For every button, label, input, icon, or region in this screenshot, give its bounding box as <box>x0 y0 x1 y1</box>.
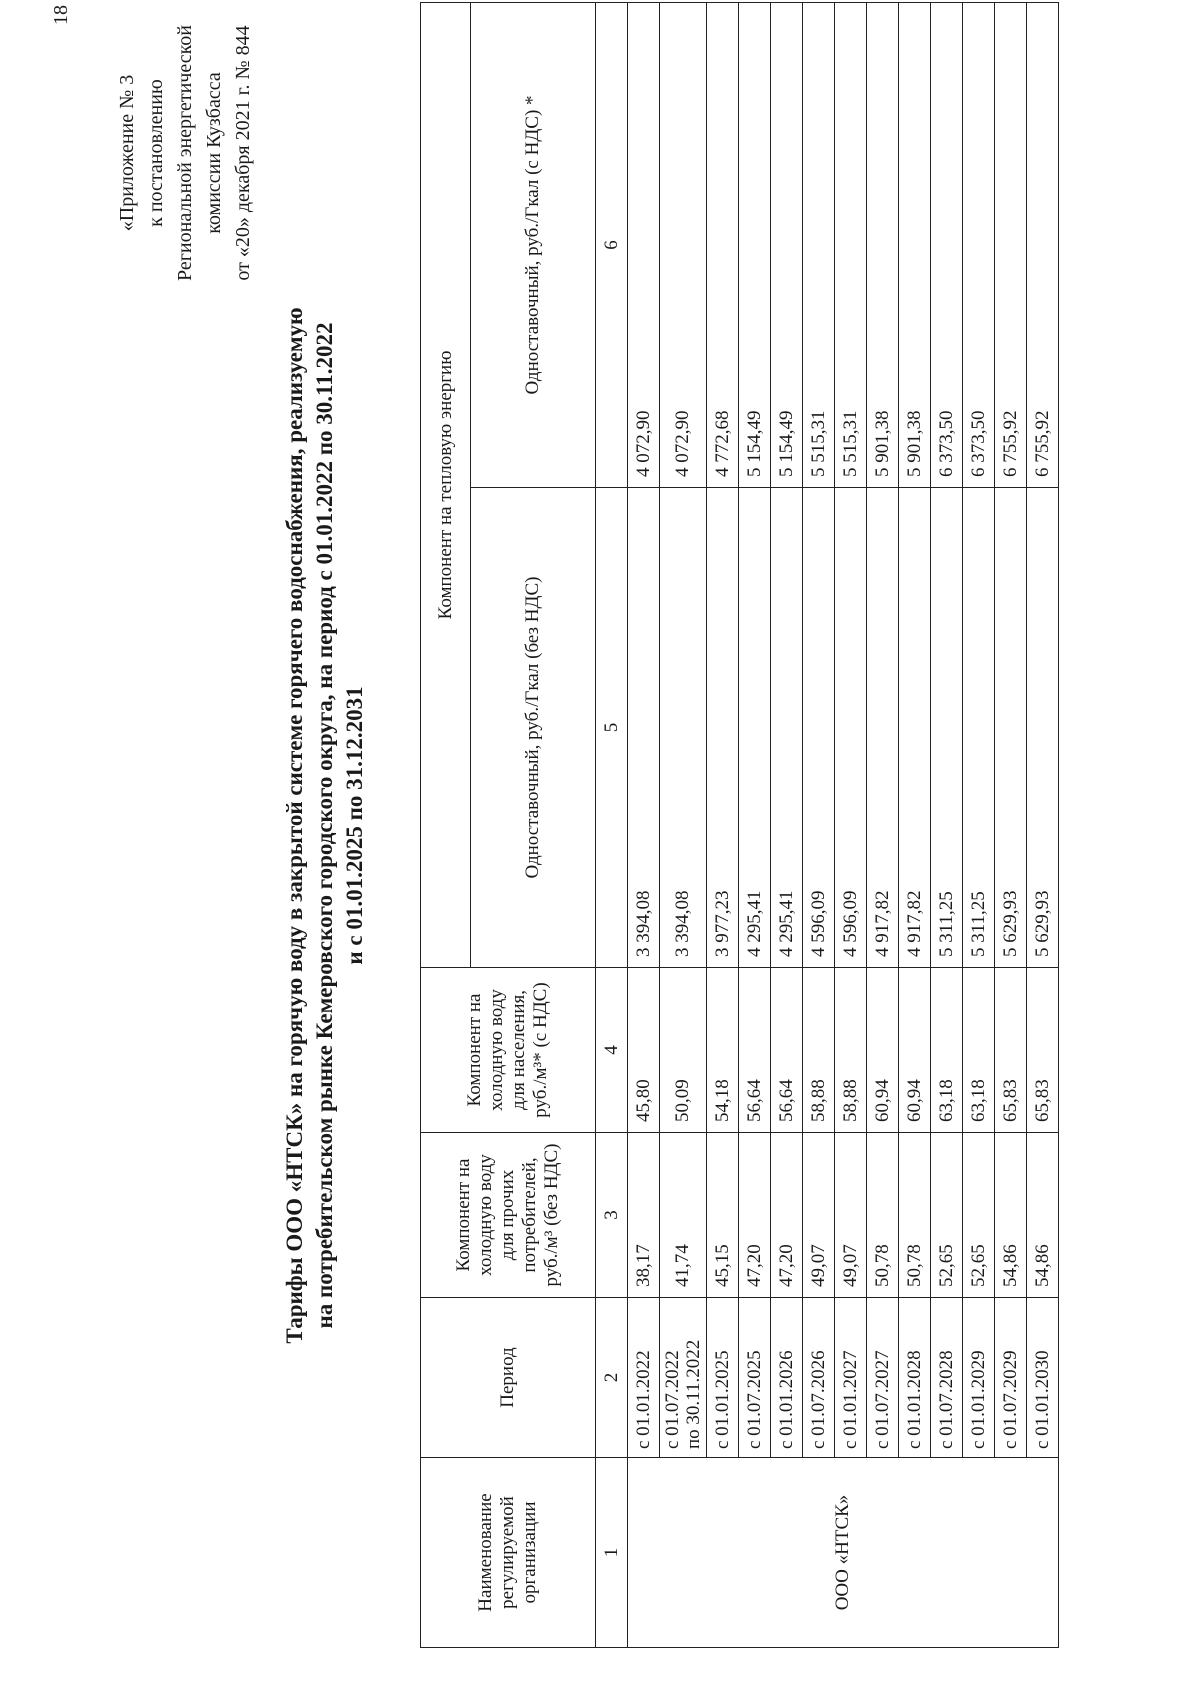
period-cell <box>867 1298 899 1458</box>
cold-water-population-value: 58,88 <box>835 968 867 1133</box>
column-number: 2 <box>596 1298 628 1458</box>
heat-with-vat-value: 4 072,90 <box>628 2 660 487</box>
table-row <box>963 2 995 1647</box>
appendix-line: Региональной энергетической <box>174 24 196 282</box>
cold-water-other-value: 50,78 <box>867 1133 899 1298</box>
header-period: Период <box>421 1298 596 1458</box>
heat-no-vat-value: 5 311,25 <box>931 488 963 968</box>
cold-water-population-value: 54,18 <box>707 968 739 1133</box>
cold-water-other-value: 38,17 <box>628 1133 660 1298</box>
heat-with-vat-value: 5 901,38 <box>899 2 931 487</box>
header-heat-component: Компонент на тепловую энергию <box>421 2 471 967</box>
heat-with-vat-value: 5 515,31 <box>835 2 867 487</box>
period-line: по 30.11.2022 <box>683 1339 704 1449</box>
cold-water-other-value: 54,86 <box>1027 1133 1059 1298</box>
period-line: с 01.01.2025 <box>711 1350 733 1449</box>
title-line: на потребительском рынке Кемеровского городского округа, на период с 01.01.2022 по 30.11.2022 <box>312 322 337 1329</box>
cold-water-population-value: 65,83 <box>995 968 1027 1133</box>
period-cell <box>899 1298 931 1458</box>
period-line: с 01.07.2027 <box>871 1350 893 1449</box>
table-row <box>995 2 1027 1647</box>
heat-with-vat-value: 4 772,68 <box>707 2 739 487</box>
heat-with-vat-value: 4 072,90 <box>660 2 707 487</box>
heat-with-vat-value: 5 901,38 <box>867 2 899 487</box>
cold-water-other-value: 50,78 <box>899 1133 931 1298</box>
heat-with-vat-value: 6 755,92 <box>995 2 1027 487</box>
heat-with-vat-value: 6 373,50 <box>931 2 963 487</box>
appendix-line: от «20» декабря 2021 г. № 844 <box>232 25 254 281</box>
period-line: с 01.07.2022 <box>662 1350 683 1449</box>
period-cell <box>739 1298 771 1458</box>
period-cell <box>771 1298 803 1458</box>
table-row <box>899 2 931 1647</box>
period-line: с 01.01.2026 <box>775 1350 797 1449</box>
heat-no-vat-value: 4 917,82 <box>867 488 899 968</box>
period-cell <box>1027 1298 1059 1458</box>
cold-water-other-value: 54,86 <box>995 1133 1027 1298</box>
heat-with-vat-value: 5 515,31 <box>803 2 835 487</box>
table-row <box>739 2 771 1647</box>
cold-water-other-value: 47,20 <box>739 1133 771 1298</box>
heat-no-vat-value: 5 311,25 <box>963 488 995 968</box>
heat-no-vat-value: 5 629,93 <box>1027 488 1059 968</box>
column-number: 6 <box>596 2 628 487</box>
period-cell <box>835 1298 867 1458</box>
cold-water-other-value: 41,74 <box>660 1133 707 1298</box>
heat-no-vat-value: 4 295,41 <box>739 488 771 968</box>
title-line: Тарифы ООО «НТСК» на горячую воду в закрытой системе горячего водоснабжения, реализуемую <box>282 307 307 1344</box>
period-line: с 01.07.2028 <box>935 1350 957 1449</box>
cold-water-population-value: 56,64 <box>739 968 771 1133</box>
header-heat-with-vat: Одноставочный, руб./Гкал (с НДС) * <box>471 2 596 487</box>
cold-water-population-value: 50,09 <box>660 968 707 1133</box>
cold-water-other-value: 52,65 <box>963 1133 995 1298</box>
cold-water-population-value: 63,18 <box>963 968 995 1133</box>
appendix-line: «Приложение № 3 <box>116 74 138 232</box>
cold-water-population-value: 45,80 <box>628 968 660 1133</box>
table-row <box>803 2 835 1647</box>
table-row <box>931 2 963 1647</box>
cold-water-other-value: 45,15 <box>707 1133 739 1298</box>
period-line: с 01.07.2025 <box>743 1350 765 1449</box>
header-cold-water-other: Компонент на холодную воду для прочих потребителей, руб./м³ (без НДС) <box>421 1133 596 1298</box>
heat-no-vat-value: 4 596,09 <box>803 488 835 968</box>
table-row <box>835 2 867 1647</box>
cold-water-other-value: 49,07 <box>803 1133 835 1298</box>
period-cell <box>963 1298 995 1458</box>
column-number: 4 <box>596 968 628 1133</box>
table-row <box>660 2 707 1647</box>
cold-water-other-value: 47,20 <box>771 1133 803 1298</box>
cold-water-population-value: 63,18 <box>931 968 963 1133</box>
period-line: с 01.01.2028 <box>903 1350 925 1449</box>
appendix-line: к постановлению <box>145 79 167 227</box>
period-cell <box>931 1298 963 1458</box>
cold-water-population-value: 58,88 <box>803 968 835 1133</box>
period-line: с 01.07.2029 <box>999 1350 1021 1449</box>
period-cell <box>628 1298 660 1458</box>
organization-name: ООО «НТСК» <box>628 1458 1059 1648</box>
cold-water-population-value: 56,64 <box>771 968 803 1133</box>
heat-no-vat-value: 4 596,09 <box>835 488 867 968</box>
table-row <box>1027 2 1059 1647</box>
period-line: с 01.01.2022 <box>632 1350 654 1449</box>
period-cell <box>995 1298 1027 1458</box>
title-line: и с 01.01.2025 по 31.12.2031 <box>342 686 367 965</box>
tariff-table-body <box>628 2 1059 1647</box>
period-cell <box>707 1298 739 1458</box>
cold-water-population-value: 65,83 <box>1027 968 1059 1133</box>
heat-no-vat-value: 4 295,41 <box>771 488 803 968</box>
heat-with-vat-value: 5 154,49 <box>739 2 771 487</box>
heat-with-vat-value: 6 373,50 <box>963 2 995 487</box>
table-row <box>771 2 803 1647</box>
period-line: с 01.01.2030 <box>1031 1350 1053 1449</box>
column-number: 5 <box>596 488 628 968</box>
cold-water-other-value: 49,07 <box>835 1133 867 1298</box>
period-cell <box>660 1298 707 1458</box>
cold-water-population-value: 60,94 <box>899 968 931 1133</box>
header-cold-water-population: Компонент на холодную воду для населения, руб./м³* (с НДС) <box>421 968 596 1133</box>
appendix-reference <box>113 0 258 318</box>
table-row <box>867 2 899 1647</box>
tariff-table <box>420 2 1059 1648</box>
page-number: 18 <box>50 5 72 25</box>
column-number: 1 <box>596 1458 628 1648</box>
period-line: с 01.07.2026 <box>807 1350 829 1449</box>
period-line: с 01.01.2029 <box>967 1350 989 1449</box>
header-org-name: Наименование регулируемой организации <box>421 1458 596 1648</box>
heat-no-vat-value: 4 917,82 <box>899 488 931 968</box>
heat-no-vat-value: 3 394,08 <box>628 488 660 968</box>
period-cell <box>803 1298 835 1458</box>
cold-water-other-value: 52,65 <box>931 1133 963 1298</box>
heat-with-vat-value: 5 154,49 <box>771 2 803 487</box>
cold-water-population-value: 60,94 <box>867 968 899 1133</box>
column-number: 3 <box>596 1133 628 1298</box>
appendix-line: комиссии Кузбасса <box>203 72 225 234</box>
heat-no-vat-value: 3 977,23 <box>707 488 739 968</box>
header-heat-no-vat: Одноставочный, руб./Гкал (без НДС) <box>471 488 596 968</box>
period-line: с 01.01.2027 <box>839 1350 861 1449</box>
table-row <box>707 2 739 1647</box>
heat-no-vat-value: 5 629,93 <box>995 488 1027 968</box>
heat-with-vat-value: 6 755,92 <box>1027 2 1059 487</box>
table-row <box>628 2 660 1647</box>
heat-no-vat-value: 3 394,08 <box>660 488 707 968</box>
document-title <box>280 198 370 1453</box>
